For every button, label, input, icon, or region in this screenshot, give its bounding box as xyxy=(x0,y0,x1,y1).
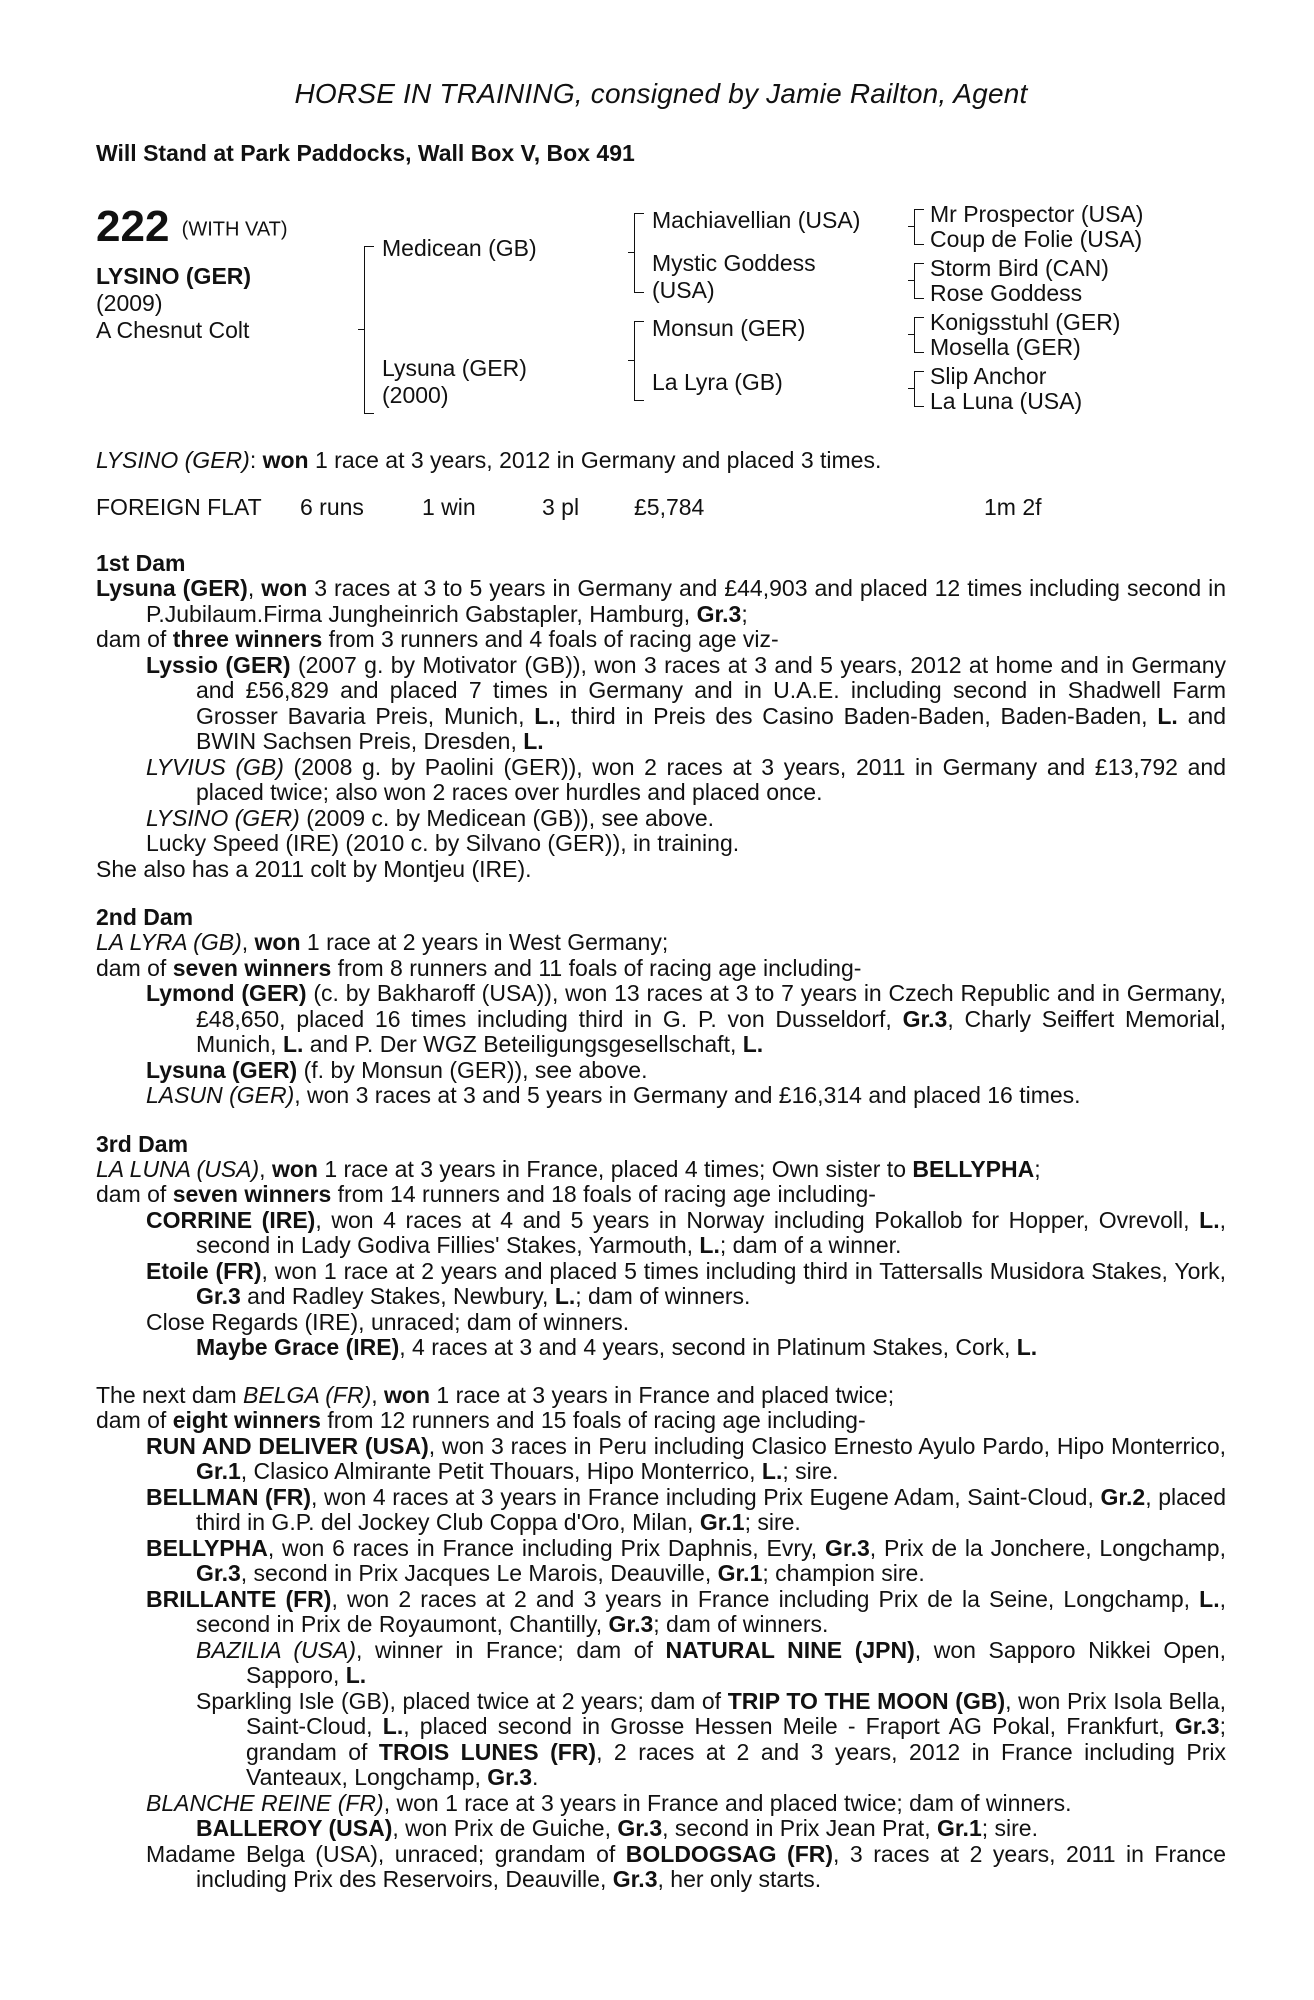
entry-text: and Radley Stakes, Newbury, xyxy=(240,1283,555,1309)
dam-dam: La Lyra (GB) xyxy=(652,369,783,395)
entry-text: L. xyxy=(1199,1206,1220,1233)
g3-bracket xyxy=(914,371,924,407)
entry-text: NATURAL NINE (JPN) xyxy=(665,1636,915,1663)
entry-text: (f. by Monsun (GER)), see above. xyxy=(297,1056,648,1083)
entry-text: Lysuna (GER) xyxy=(146,1056,298,1083)
entry-text: BALLEROY (USA) xyxy=(196,1815,393,1841)
pedigree-entry xyxy=(96,1182,1226,1208)
entry-text: , won 1 race at 3 years in France and placed twice; dam of winners. xyxy=(383,1789,1072,1816)
catalogue-page xyxy=(96,78,1226,1915)
first-dam-entries xyxy=(96,576,1226,882)
pedigree-entry xyxy=(96,1383,1226,1409)
ped-sss: Mr Prospector (USA) xyxy=(930,201,1144,227)
entry-text: , second in Lady Godiva Fillies' Stakes, Yarmouth, xyxy=(196,1206,1226,1258)
third-dam-heading: 3rd Dam xyxy=(96,1130,189,1157)
entry-text: from 14 runners and 18 foals of racing age including- xyxy=(331,1181,876,1207)
bracket-tick xyxy=(908,226,915,227)
second-dam-entries xyxy=(96,930,1226,1109)
entry-text: seven winners xyxy=(172,954,332,981)
entry-text: LYVIUS (GB) xyxy=(146,753,284,780)
entry-text: L. xyxy=(761,1458,783,1484)
dam-year: (2000) xyxy=(382,382,449,408)
ped-sds: Storm Bird (CAN) xyxy=(930,255,1109,281)
entry-text: 1 race at 3 years in France and placed twice; xyxy=(430,1381,895,1408)
bracket-tick xyxy=(908,334,915,335)
entry-text: , won 2 races at 2 and 3 years in France including Prix de la Seine, Longchamp, xyxy=(331,1585,1200,1612)
pedigree-entry xyxy=(96,1310,1226,1336)
summary-horse: LYSINO (GER) xyxy=(96,447,250,473)
first-dam-heading: 1st Dam xyxy=(96,550,186,576)
pedigree-entry xyxy=(96,1259,1226,1310)
page-title: HORSE IN TRAINING, consigned by Jamie Railton, Agent xyxy=(294,78,1028,109)
entry-text: RUN AND DELIVER (USA) xyxy=(146,1432,429,1459)
entry-text: L. xyxy=(534,702,555,729)
entry-text: ; sire. xyxy=(981,1815,1038,1841)
entry-text: from 3 runners and 4 foals of racing age viz- xyxy=(322,626,779,652)
pedigree-entry xyxy=(96,755,1226,806)
race-summary xyxy=(96,447,1226,474)
pedigree-entry xyxy=(96,1536,1226,1587)
sire: Medicean (GB) xyxy=(382,235,537,261)
entry-text: , won 4 races at 3 years in France including Prix Eugene Adam, Saint-Cloud, xyxy=(311,1483,1101,1510)
entry-text: , won Sapporo Nikkei Open, Sapporo, xyxy=(246,1636,1226,1688)
entry-text: L. xyxy=(699,1232,720,1258)
entry-text: L. xyxy=(382,1713,404,1739)
entry-text: Gr.1 xyxy=(717,1560,763,1586)
pedigree-entry xyxy=(96,1791,1226,1817)
entry-text: BELLMAN (FR) xyxy=(146,1483,312,1510)
entry-text: ; champion sire. xyxy=(762,1560,925,1586)
entry-text: Lyssio (GER) xyxy=(146,651,291,678)
entry-text: Maybe Grace (IRE) xyxy=(196,1334,400,1360)
entry-text: , placed third in G.P. del Jockey Club Coppa d'Oro, Milan, xyxy=(196,1483,1227,1535)
pedigree-entry xyxy=(96,930,1226,956)
summary-colon: : xyxy=(249,447,263,473)
bracket-tick xyxy=(908,388,915,389)
entry-text: dam of xyxy=(96,626,173,652)
entry-text: Gr.3 xyxy=(487,1764,533,1790)
entry-text: , 4 races at 3 and 4 years, second in Platinum Stakes, Cork, xyxy=(399,1334,1017,1360)
ped-dss: Konigsstuhl (GER) xyxy=(930,309,1121,335)
bracket-tick xyxy=(628,360,635,361)
entry-text: ; xyxy=(1034,1155,1041,1182)
entry-text: seven winners xyxy=(172,1181,332,1207)
entry-text: LA LYRA (GB) xyxy=(96,929,242,955)
entry-text: Gr.3 xyxy=(196,1560,241,1586)
entry-text: Gr.2 xyxy=(1100,1483,1146,1510)
sire-dam-line2: (USA) xyxy=(652,277,715,303)
entry-text: won xyxy=(384,1381,431,1408)
entry-text: BAZILIA (USA) xyxy=(196,1636,356,1663)
entry-text: . xyxy=(532,1764,539,1790)
pedigree-entry xyxy=(96,1842,1226,1893)
entry-text: ; dam of winners. xyxy=(575,1283,751,1309)
bracket-tick xyxy=(628,252,635,253)
sire-line-bracket xyxy=(634,213,644,293)
entry-text: Gr.3 xyxy=(902,1005,948,1032)
entry-text: ; grandam of xyxy=(246,1713,1226,1765)
entry-text: (2007 g. by Motivator (GB)), won 3 races at 3 and 5 years, 2012 at home and in Germany and £56,829 and placed 7 times in Germany and in U.A.E. including second in Shadwell Farm Grosser Bavaria Preis, Munich, xyxy=(196,651,1227,729)
entry-text: TROIS LUNES (FR) xyxy=(378,1738,597,1765)
entry-text: BELLYPHA xyxy=(146,1534,268,1561)
entry-text: won xyxy=(261,575,308,601)
entry-text: Gr.1 xyxy=(196,1458,241,1484)
sire-sire: Machiavellian (USA) xyxy=(652,207,861,233)
summary-won: won xyxy=(262,447,309,473)
entry-text: , second in Prix de Royaumont, Chantilly, xyxy=(196,1585,1226,1637)
sire-dam-bracket xyxy=(364,246,374,414)
ped-ssd: Coup de Folie (USA) xyxy=(930,226,1143,252)
entry-text: 1 race at 3 years in France, placed 4 times; Own sister to xyxy=(317,1155,913,1182)
lot-number: 222 xyxy=(96,202,170,251)
pedigree-entry xyxy=(96,1157,1226,1183)
horse-description: A Chesnut Colt xyxy=(96,317,250,343)
g3-bracket xyxy=(914,263,924,299)
pedigree-entry xyxy=(96,627,1226,653)
pedigree-entry xyxy=(96,831,1226,857)
entry-text: L. xyxy=(742,1031,764,1057)
entry-text: , xyxy=(247,575,262,601)
entry-text: Madame Belga (USA), unraced; grandam of xyxy=(146,1840,626,1867)
entry-text: LA LUNA (USA) xyxy=(96,1155,260,1182)
entry-text: Gr.1 xyxy=(936,1815,982,1841)
record-wins: 1 win xyxy=(422,494,476,520)
entry-text: , placed second in Grosse Hessen Meile - Fraport AG Pokal, Frankfurt, xyxy=(403,1713,1175,1739)
entry-text: Gr.3 xyxy=(1174,1713,1220,1739)
record-distance: 1m 2f xyxy=(984,494,1042,520)
g3-bracket xyxy=(914,317,924,353)
entry-text: from 12 runners and 15 foals of racing age including- xyxy=(320,1407,866,1433)
pedigree-entry xyxy=(96,1083,1226,1109)
pedigree-entry xyxy=(96,1335,1226,1361)
entry-text: L. xyxy=(554,1283,576,1309)
entry-text: Etoile (FR) xyxy=(146,1257,262,1284)
bracket-tick xyxy=(908,280,915,281)
entry-text: ; sire. xyxy=(782,1458,839,1484)
pedigree-entry xyxy=(96,956,1226,982)
bracket-tick xyxy=(358,329,365,330)
entry-text: Gr.3 xyxy=(608,1611,654,1637)
entry-text: She also has a 2011 colt by Montjeu (IRE). xyxy=(96,855,532,882)
third-dam-section xyxy=(96,1131,1226,1361)
ped-dds: Slip Anchor xyxy=(930,363,1047,389)
entry-text: BELLYPHA xyxy=(912,1155,1035,1182)
entry-text: from 8 runners and 11 foals of racing age including- xyxy=(331,954,862,981)
entry-text: , third in Preis des Casino Baden-Baden, Baden-Baden, xyxy=(554,702,1158,729)
lot-number-line xyxy=(96,202,288,251)
entry-text: Close Regards (IRE), unraced; dam of winners. xyxy=(146,1308,630,1335)
entry-text: BOLDOGSAG (FR) xyxy=(625,1840,834,1867)
entry-text: LYSINO (GER) xyxy=(146,804,300,831)
race-record xyxy=(96,494,1226,524)
entry-text: (2009 c. by Medicean (GB)), see above. xyxy=(299,804,715,831)
pedigree-entry xyxy=(96,1816,1226,1842)
pedigree-entry xyxy=(96,653,1226,755)
g3-bracket xyxy=(914,209,924,245)
horse-name: LYSINO (GER) xyxy=(96,263,252,289)
entry-text: eight winners xyxy=(172,1407,321,1433)
third-dam-entries xyxy=(96,1157,1226,1361)
pedigree-entry xyxy=(96,1434,1226,1485)
entry-text: ; dam of a winner. xyxy=(719,1232,902,1258)
entry-text: Lymond (GER) xyxy=(146,980,307,1006)
entry-text: Gr.3 xyxy=(196,1283,241,1309)
entry-text: Sparkling Isle (GB), placed twice at 2 years; dam of xyxy=(196,1687,728,1714)
entry-text: dam of xyxy=(96,954,173,981)
entry-text: Gr.3 xyxy=(696,600,742,627)
entry-text: , second in Prix Jacques Le Marois, Deauville, xyxy=(240,1560,718,1586)
first-dam-section xyxy=(96,550,1226,882)
dam-line-bracket xyxy=(634,321,644,401)
next-dam-section xyxy=(96,1383,1226,1893)
entry-text: BRILLANTE (FR) xyxy=(146,1585,332,1612)
entry-text: dam of xyxy=(96,1407,173,1433)
record-runs: 6 runs xyxy=(300,494,364,520)
stand-location: Will Stand at Park Paddocks, Wall Box V, Box 491 xyxy=(96,140,635,166)
entry-text: (2008 g. by Paolini (GER)), won 2 races at 3 years, 2011 in Germany and £13,792 and placed twice; also won 2 races over hurdles and placed once. xyxy=(196,753,1226,805)
entry-text: LASUN (GER) xyxy=(146,1082,295,1108)
entry-text: Lysuna (GER) xyxy=(96,575,248,601)
vat-note: (WITH VAT) xyxy=(181,218,288,241)
pedigree-entry xyxy=(96,1638,1226,1689)
entry-text: BLANCHE REINE (FR) xyxy=(146,1789,384,1816)
entry-text: , won 3 races in Peru including Clasico Ernesto Ayulo Pardo, Hipo Monterrico, xyxy=(428,1432,1226,1459)
entry-text: , 2 races at 2 and 3 years, 2012 in France including Prix Vanteaux, Longchamp, xyxy=(246,1738,1226,1790)
entry-text: L. xyxy=(523,728,544,754)
entry-text: (c. by Bakharoff (USA)), won 13 races at 3 to 7 years in Czech Republic and in Germany, £48,650, placed 16 times including third in G. P. von Dusseldorf, xyxy=(196,980,1226,1032)
entry-text: , xyxy=(259,1155,272,1182)
pedigree-entry xyxy=(96,576,1226,627)
entry-text: , second in Prix Jean Prat, xyxy=(662,1815,937,1841)
record-label: FOREIGN FLAT xyxy=(96,494,262,520)
ped-sdd: Rose Goddess xyxy=(930,280,1083,306)
entry-text: 1 race at 2 years in West Germany; xyxy=(300,929,669,955)
entry-text: and BWIN Sachsen Preis, Dresden, xyxy=(196,702,1227,754)
entry-text: , Charly Seiffert Memorial, Munich, xyxy=(196,1005,1226,1057)
entry-text: The next dam xyxy=(96,1381,244,1408)
pedigree-block xyxy=(96,201,1226,433)
ped-ddd: La Luna (USA) xyxy=(930,388,1083,414)
entry-text: , won 3 races at 3 and 5 years in Germany and £16,314 and placed 16 times. xyxy=(294,1082,1081,1108)
entry-text: Gr.1 xyxy=(699,1509,745,1535)
entry-text: L. xyxy=(1199,1585,1220,1612)
entry-text: and P. Der WGZ Beteiligungsgesellschaft, xyxy=(303,1031,743,1057)
entry-text: Gr.3 xyxy=(612,1866,658,1892)
entry-text: won xyxy=(271,1155,318,1182)
sire-dam-line1: Mystic Goddess xyxy=(652,250,816,276)
summary-rest: 1 race at 3 years, 2012 in Germany and placed 3 times. xyxy=(308,447,882,473)
entry-text: , xyxy=(241,929,255,955)
entry-text: L. xyxy=(282,1031,304,1057)
entry-text: won xyxy=(254,929,301,955)
entry-text: ; dam of winners. xyxy=(653,1611,829,1637)
entry-text: , won Prix Isola Bella, Saint-Cloud, xyxy=(246,1687,1226,1739)
dam-name: Lysuna (GER) xyxy=(382,355,527,381)
pedigree-entry xyxy=(96,1208,1226,1259)
record-earnings: £5,784 xyxy=(634,494,705,520)
pedigree-entry xyxy=(96,806,1226,832)
entry-text: , won 1 race at 2 years and placed 5 times including third in Tattersalls Musidora Stakes, York, xyxy=(261,1257,1226,1284)
entry-text: , winner in France; dam of xyxy=(356,1636,666,1663)
entry-text: Gr.3 xyxy=(825,1534,870,1561)
second-dam-heading: 2nd Dam xyxy=(96,904,194,930)
entry-text: TRIP TO THE MOON (GB) xyxy=(727,1687,1006,1714)
entry-text: L. xyxy=(1016,1334,1038,1360)
entry-text: BELGA (FR) xyxy=(243,1381,372,1408)
entry-text: Gr.3 xyxy=(617,1815,663,1841)
entry-text: , xyxy=(371,1381,385,1408)
foaling-year: (2009) xyxy=(96,290,163,316)
pedigree-entry xyxy=(96,1587,1226,1638)
entry-text: , Clasico Almirante Petit Thouars, Hipo Monterrico, xyxy=(240,1458,762,1484)
entry-text: three winners xyxy=(172,626,323,652)
entry-text: , won 6 races in France including Prix Daphnis, Evry, xyxy=(267,1534,826,1561)
pedigree-entry xyxy=(96,1408,1226,1434)
entry-text: 3 races at 3 to 5 years in Germany and £44,903 and placed 12 times including second in P.Jubilaum.Firma Jungheinrich Gabstapler, Hamburg, xyxy=(146,575,1227,627)
entry-text: ; xyxy=(741,600,748,627)
record-placed: 3 pl xyxy=(542,494,580,520)
entry-text: Lucky Speed (IRE) (2010 c. by Silvano (GER)), in training. xyxy=(146,830,740,856)
entry-text: , her only starts. xyxy=(657,1866,822,1892)
pedigree-entry xyxy=(96,981,1226,1058)
entry-text: L. xyxy=(345,1662,367,1688)
dam-sire: Monsun (GER) xyxy=(652,315,806,341)
entry-text: , Prix de la Jonchere, Longchamp, xyxy=(869,1534,1226,1561)
pedigree-entry xyxy=(96,1485,1226,1536)
next-dam-entries xyxy=(96,1383,1226,1893)
entry-text: , won Prix de Guiche, xyxy=(392,1815,618,1841)
pedigree-entry xyxy=(96,857,1226,883)
entry-text: dam of xyxy=(96,1181,173,1207)
entry-text: , 3 races at 2 years, 2011 in France including Prix des Reservoirs, Deauville, xyxy=(196,1840,1226,1892)
pedigree-entry xyxy=(96,1058,1226,1084)
entry-text: ; sire. xyxy=(744,1509,801,1535)
entry-text: L. xyxy=(1157,702,1178,729)
ped-dsd: Mosella (GER) xyxy=(930,334,1081,360)
entry-text: , won 4 races at 4 and 5 years in Norway including Pokallob for Hopper, Ovrevoll, xyxy=(315,1206,1200,1233)
second-dam-section xyxy=(96,904,1226,1109)
entry-text: CORRINE (IRE) xyxy=(146,1206,316,1233)
pedigree-entry xyxy=(96,1689,1226,1791)
